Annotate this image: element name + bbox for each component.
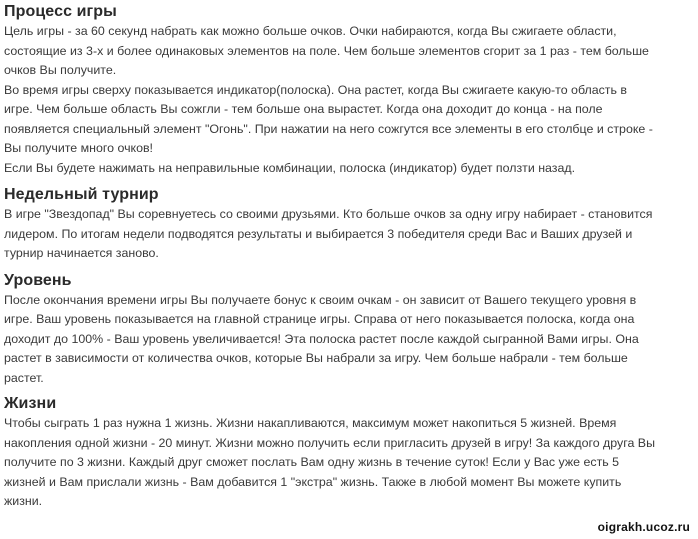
text-line: Цель игры - за 60 секунд набрать как можно больше очков. Очки набираются, когда Вы сжигаете области, bbox=[4, 24, 617, 38]
section-body-level bbox=[4, 291, 698, 389]
text-line: появляется специальный элемент "Огонь". При нажатии на него сожгутся все элементы в его столбце и строке - bbox=[4, 121, 653, 136]
text-line: игре. Ваш уровень показывается на главной странице игры. Справа от него показывается полоска, когда она bbox=[4, 312, 635, 326]
text-line: После окончания времени игры Вы получаете бонус к своим очкам - он зависит от Вашего текущего уровня в bbox=[4, 292, 637, 307]
text-line: растет. bbox=[4, 370, 44, 385]
section-lives bbox=[4, 394, 698, 512]
text-line: очков Вы получите. bbox=[4, 63, 117, 77]
text-line: Во время игры сверху показывается индикатор(полоска). Она растет, когда Вы сжигаете какую-то область в bbox=[4, 82, 627, 97]
section-title-game-process: Процесс игры bbox=[4, 3, 117, 20]
section-spacer bbox=[4, 178, 698, 185]
section-title-weekly-tournament: Недельный турнир bbox=[4, 186, 159, 203]
text-line: игре. Чем больше область Вы сожгли - тем больше она вырастет. Когда она доходит до конца - на поле bbox=[4, 102, 603, 116]
section-weekly-tournament bbox=[4, 185, 698, 264]
text-line: жизней и Вам прислали жизнь - Вам добавится 1 "экстра" жизнь. Также в любой момент Вы можете купить bbox=[4, 474, 622, 489]
text-line: Чтобы сыграть 1 раз нужна 1 жизнь. Жизни накапливаются, максимум может накопиться 5 жизней. Время bbox=[4, 416, 617, 430]
section-title-level: Уровень bbox=[4, 271, 72, 289]
text-line: доходит до 100% - Ваш уровень увеличивается! Эта полоска растет после каждой сыгранной Вами игры. Она bbox=[4, 331, 639, 346]
text-line: лидером. По итогам недели подводятся результаты и выбирается 3 победителя среди Вас и Ваших друзей и bbox=[4, 226, 633, 241]
section-body-game-process bbox=[4, 22, 698, 178]
section-game-process bbox=[4, 2, 698, 178]
site-watermark: oigrakh.ucoz.ru bbox=[597, 520, 690, 534]
section-body-weekly-tournament bbox=[4, 205, 698, 264]
text-line: жизни. bbox=[4, 494, 43, 508]
text-line: состоящие из 3-х и более одинаковых элементов на поле. Чем больше элементов сгорит за 1 раз - тем больше bbox=[4, 43, 649, 58]
text-line: В игре "Звездопад" Вы соревнуетесь со своими друзьями. Кто больше очков за одну игру набирает - становится bbox=[4, 207, 653, 221]
text-line: накопления одной жизни - 20 минут. Жизни можно получить если пригласить друзей в игру! За каждого друга Вы bbox=[4, 435, 655, 450]
text-line: получите по 3 жизни. Каждый друг сможет послать Вам одну жизнь в течение суток! Если у Вас уже есть 5 bbox=[4, 455, 620, 469]
section-spacer bbox=[4, 264, 698, 271]
text-line: растет в зависимости от количества очков, которые Вы набрали за игру. Чем больше набрали - тем больше bbox=[4, 351, 628, 365]
text-line: турнир начинается заново. bbox=[4, 246, 159, 260]
section-level bbox=[4, 271, 698, 389]
section-title-lives: Жизни bbox=[4, 395, 57, 412]
text-line: Если Вы будете нажимать на неправильные комбинации, полоска (индикатор) будет ползти назад. bbox=[4, 160, 576, 175]
section-body-lives bbox=[4, 414, 698, 512]
text-line: Вы получите много очков! bbox=[4, 141, 153, 155]
